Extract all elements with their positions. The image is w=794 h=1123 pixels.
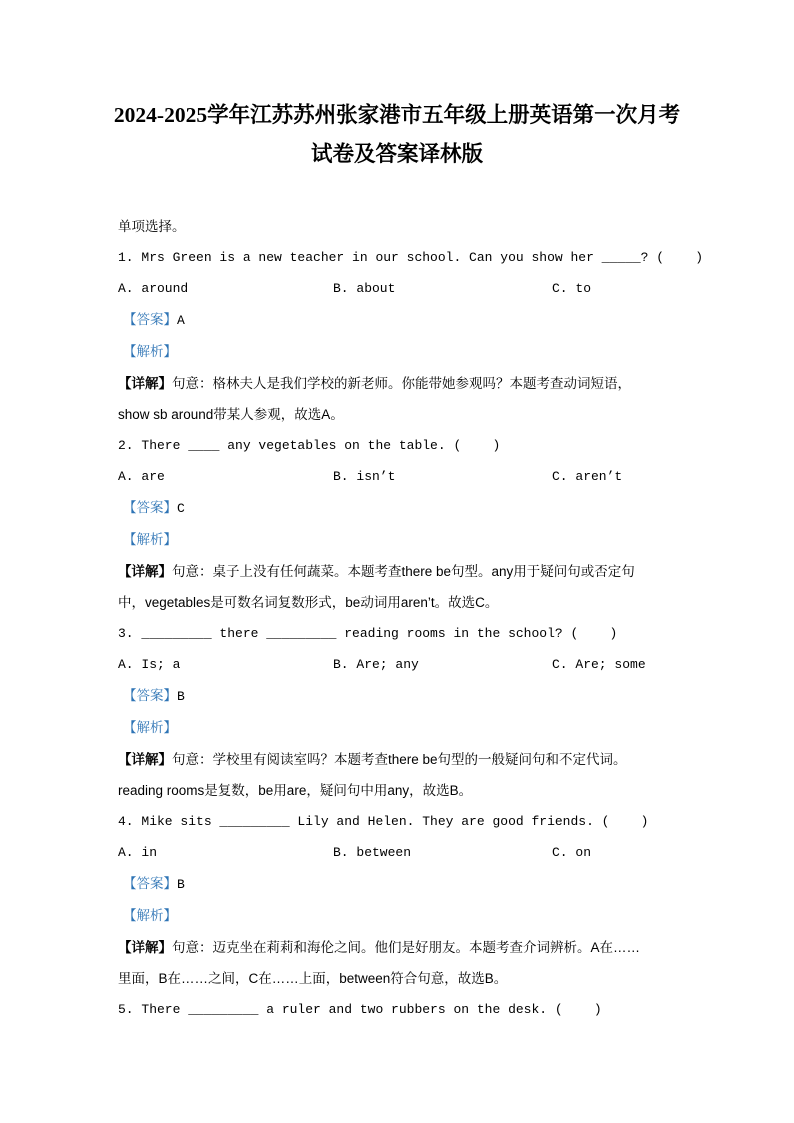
- answer-label: 【答案】: [123, 876, 177, 891]
- detail-continuation: reading rooms是复数，be用are，疑问句中用any，故选B。: [118, 783, 473, 798]
- analysis-row: [118, 524, 680, 556]
- document-body: [118, 211, 704, 1025]
- detail-label: 【详解】: [118, 752, 172, 767]
- option-c[interactable]: C. aren’t: [552, 469, 623, 484]
- option-c[interactable]: C. Are; some: [552, 657, 646, 672]
- section-heading: 单项选择。: [118, 219, 186, 234]
- question-stem: 4. Mike sits _________ Lily and Helen. They are good friends. ( ): [118, 814, 649, 829]
- option-b[interactable]: B. between: [333, 845, 412, 860]
- option-row: [118, 461, 680, 492]
- detail-label: 【详解】: [118, 376, 172, 391]
- analysis-label: 【解析】: [123, 908, 177, 923]
- option-b[interactable]: B. about: [333, 281, 396, 296]
- answer-row: [118, 304, 680, 336]
- option-b[interactable]: B. isn’t: [333, 469, 396, 484]
- answer-label: 【答案】: [123, 688, 177, 703]
- analysis-row: [118, 900, 680, 932]
- answer-row: [118, 868, 680, 900]
- analysis-label: 【解析】: [123, 344, 177, 359]
- detail-continuation: show sb around带某人参观，故选A。: [118, 407, 344, 422]
- answer-value: C: [177, 501, 185, 516]
- answer-label: 【答案】: [123, 500, 177, 515]
- detail-text: 句意：迈克坐在莉莉和海伦之间。他们是好朋友。本题考查介词辨析。A在……: [172, 940, 641, 955]
- option-b[interactable]: B. Are; any: [333, 657, 419, 672]
- option-row: [118, 649, 680, 680]
- detail-continuation: 中，vegetables是可数名词复数形式，be动词用aren’t。故选C。: [118, 595, 499, 610]
- detail-text: 句意：格林夫人是我们学校的新老师。你能带她参观吗？本题考查动词短语，: [172, 376, 631, 391]
- option-a[interactable]: A. are: [118, 469, 165, 484]
- page-title: 2024-2025学年江苏苏州张家港市五年级上册英语第一次月考试卷及答案译林版: [113, 103, 681, 166]
- detail-text: 句意：桌子上没有任何蔬菜。本题考查there be句型。any用于疑问句或否定句: [172, 564, 635, 579]
- option-c[interactable]: C. on: [552, 845, 592, 860]
- analysis-row: [118, 336, 680, 368]
- answer-value: A: [177, 313, 185, 328]
- answer-value: B: [177, 877, 185, 892]
- analysis-row: [118, 712, 680, 744]
- question-stem: 2. There ____ any vegetables on the table. ( ): [118, 438, 501, 453]
- option-row: [118, 273, 680, 304]
- answer-row: [118, 492, 680, 524]
- option-a[interactable]: A. Is; a: [118, 657, 181, 672]
- analysis-label: 【解析】: [123, 532, 177, 547]
- detail-text: 句意：学校里有阅读室吗？本题考查there be句型的一般疑问句和不定代词。: [172, 752, 627, 767]
- detail-label: 【详解】: [118, 564, 172, 579]
- option-a[interactable]: A. around: [118, 281, 189, 296]
- question-stem: 5. There _________ a ruler and two rubbers on the desk. ( ): [118, 1002, 602, 1017]
- option-row: [118, 837, 680, 868]
- detail-continuation: 里面，B在……之间，C在……上面，between符合句意，故选B。: [118, 971, 508, 986]
- question-stem: 3. _________ there _________ reading rooms in the school? ( ): [118, 626, 618, 641]
- question-stem: 1. Mrs Green is a new teacher in our school. Can you show her _____? ( ): [118, 250, 704, 265]
- option-a[interactable]: A. in: [118, 845, 158, 860]
- analysis-label: 【解析】: [123, 720, 177, 735]
- option-c[interactable]: C. to: [552, 281, 592, 296]
- detail-row: [118, 368, 680, 399]
- answer-value: B: [177, 689, 185, 704]
- detail-label: 【详解】: [118, 940, 172, 955]
- detail-row: [118, 744, 680, 775]
- detail-row: [118, 932, 680, 963]
- answer-row: [118, 680, 680, 712]
- answer-label: 【答案】: [123, 312, 177, 327]
- detail-row: [118, 556, 680, 587]
